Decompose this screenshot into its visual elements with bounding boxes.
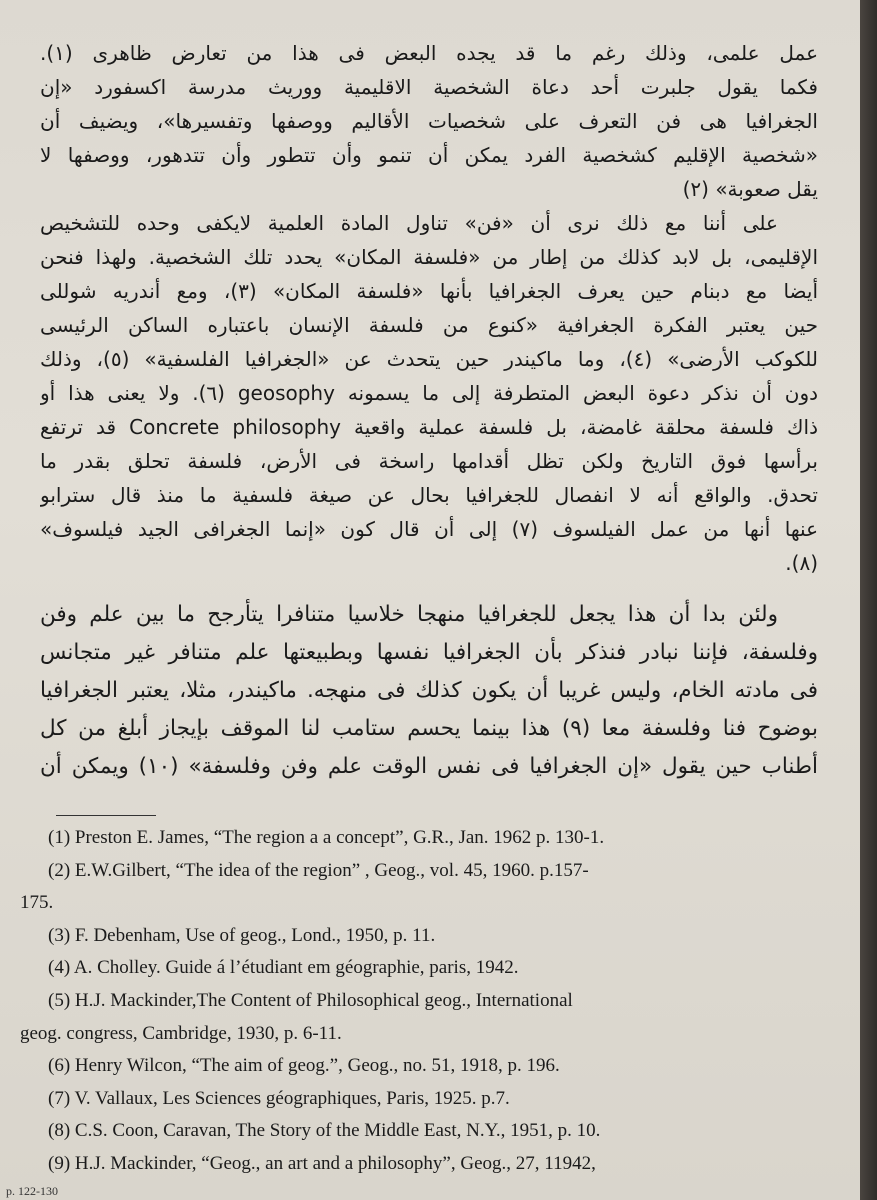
text-line: يقل صعوبة» (٢) [682,177,818,201]
text-line: الجغرافيا هى فن التعرف على شخصيات الأقاليم ووصفها وتفسيرها»، ويضيف أن [40,109,818,133]
text-line: برأسها فوق التاريخ ولكن تظل أقدامها راسخة فى الأرض، فلسفة تحلق بقدر ما [40,449,818,473]
text-line: عنها أنها من عمل الفيلسوف (٧) إلى أن قال كون «إنما الجغرافى الجيد فيلسوف» [40,517,818,541]
paragraph-1 [40,36,818,206]
footnote-continuation: geog. congress, Cambridge, 1930, p. 6-11. [20,1022,342,1044]
footnote-continuation: 175. [20,892,54,914]
text-line: بوضوح فنا وفلسفة معا (٩) هذا بينما يحسم ستامب لنا الموقف بإيجاز أبلغ من كل [40,716,818,741]
footnote-separator [56,815,156,816]
text-line: وفلسفة، فإننا نبادر فنذكر بأن الجغرافيا نفسها وبطبيعتها علم متنافر غير متجانس [40,640,818,665]
arabic-body-text [40,30,818,786]
footnote-item: (4) A. Cholley. Guide á l’étudiant em géographie, paris, 1942. [48,957,519,979]
text-line: الإقليمى، بل لابد كذلك من إطار من «فلسفة المكان» يحدد تلك الشخصية. ولهذا فنحن [40,245,818,269]
text-line: فى مادته الخام، وليس غريبا أن يكون كذلك فى منهجه. ماكيندر، مثلا، يعتبر الجغرافيا [40,678,818,703]
text-line: للكوكب الأرضى» (٤)، وما ماكيندر حين يتحدث عن «الجغرافيا الفلسفية» (٥)، وذلك [40,347,818,371]
footnote-item: (6) Henry Wilcon, “The aim of geog.”, Geog., no. 51, 1918, p. 196. [48,1055,560,1077]
footnote-item: (7) V. Vallaux, Les Sciences géographiques, Paris, 1925. p.7. [48,1087,510,1109]
footnote-item: (8) C.S. Coon, Caravan, The Story of the Middle East, N.Y., 1951, p. 10. [48,1120,601,1142]
text-line: (٨). [785,551,818,575]
text-line: أيضا مع دبنام حين يعرف الجغرافيا بأنها «فلسفة المكان» (٣)، ومع أندريه شوللى [40,279,818,303]
text-line: أطناب حين يقول «إن الجغرافيا فى نفس الوقت علم وفن وفلسفة» (١٠) ويمكن أن [40,754,818,779]
footnotes [20,822,820,1181]
footnote-item: (2) E.W.Gilbert, “The idea of the region” , Geog., vol. 45, 1960. p.157- [48,859,589,881]
text-line: دون أن نذكر دعوة البعض المتطرفة إلى ما يسمونه geosophy (٦). ولا يعنى هذا أو [40,381,818,405]
text-line: تحدق. والواقع أنه لا انفصال للجغرافيا بحال عن صيغة فلسفية ما منذ قال سترابو [40,483,818,507]
text-line: «شخصية الإقليم كشخصية الفرد يمكن أن تنمو وأن تتطور وأن تتدهور، ووصفها لا [40,143,818,167]
text-line: ذاك فلسفة محلقة غامضة، بل فلسفة عملية واقعية Concrete philosophy قد ترتفع [40,415,818,439]
text-line: حين يعتبر الفكرة الجغرافية «كنوع من فلسفة الإنسان باعتباره الساكن الرئيسى [40,313,818,337]
book-edge-shadow [860,0,877,1200]
text-line: ولئن بدا أن هذا يجعل للجغرافيا منهجا خلاسيا متنافرا يتأرجح ما بين علم وفن [40,602,778,627]
footnote-item: (1) Preston E. James, “The region a a concept”, G.R., Jan. 1962 p. 130-1. [48,827,605,848]
footnote-item: (5) H.J. Mackinder,The Content of Philosophical geog., International [48,989,573,1011]
text-line: عمل علمى، وذلك رغم ما قد يجده البعض فى هذا من تعارض ظاهرى (١). [40,41,818,65]
page-fragment: p. 122-130 [6,1184,58,1198]
text-line: على أننا مع ذلك نرى أن «فن» تناول المادة العلمية لايكفى وحده للتشخيص [40,211,778,235]
paragraph-2 [40,206,818,580]
footnote-item: (9) H.J. Mackinder, “Geog., an art and a philosophy”, Geog., 27, 11942, [48,1152,596,1174]
text-line: فكما يقول جلبرت أحد دعاة الشخصية الاقليمية ووريث مدرسة اكسفورد «إن [40,75,818,99]
paragraph-3 [40,596,818,786]
footnote-item: (3) F. Debenham, Use of geog., Lond., 1950, p. 11. [48,924,436,946]
